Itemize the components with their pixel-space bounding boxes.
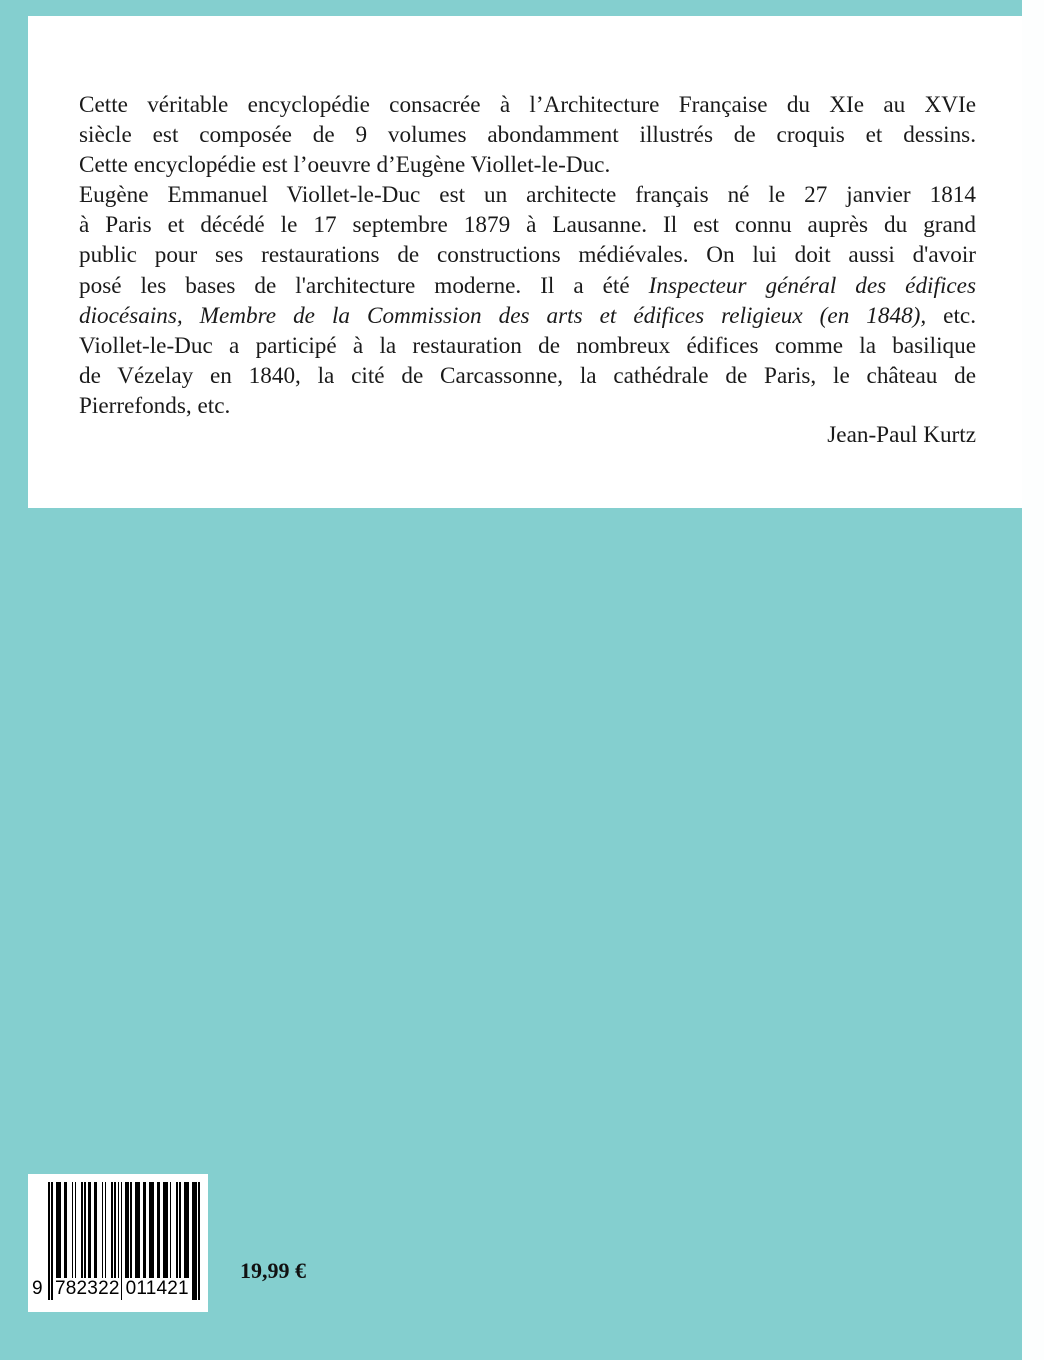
cover-blurb: [79, 90, 976, 421]
text: de Vézelay en 1840, la cité de Carcassonne, la cathédrale de Paris, le château de: [79, 362, 976, 389]
author-signature: Jean-Paul Kurtz: [827, 422, 976, 448]
barcode-group-2: 011421: [125, 1278, 189, 1299]
blurb-line: [79, 120, 976, 150]
blurb-line: [79, 391, 976, 421]
blurb-line: [79, 331, 976, 361]
text: Eugène Emmanuel Viollet-le-Duc est un architecte français né le 27 janvier 1814: [79, 182, 976, 209]
blurb-line: [79, 180, 976, 210]
price-label: 19,99 €: [240, 1258, 306, 1283]
isbn-barcode: [28, 1174, 208, 1312]
blurb-line: [79, 301, 976, 331]
text: Pierrefonds, etc.: [79, 392, 231, 419]
text: à Paris et décédé le 17 septembre 1879 à Lausanne. Il est connu auprès du grand: [79, 212, 976, 239]
text: public pour ses restaurations de constructions médiévales. On lui doit aussi d'avoir: [79, 242, 976, 269]
italic-text: Inspecteur général des édifices: [648, 272, 976, 299]
barcode-group-1: 782322: [55, 1278, 120, 1299]
blurb-line: [79, 210, 976, 240]
text: Cette encyclopédie est l’oeuvre d’Eugène Viollet-le-Duc.: [79, 152, 611, 179]
barcode-lead-digit: 9: [32, 1278, 43, 1299]
blurb-line: [79, 240, 976, 270]
text: etc.: [926, 302, 977, 329]
italic-text: diocésains, Membre de la Commission des arts et édifices religieux (en 1848),: [79, 302, 927, 329]
text: Viollet-le-Duc a participé à la restauration de nombreux édifices comme la basilique: [79, 332, 976, 359]
text: posé les bases de l'architecture moderne. Il a été: [79, 272, 649, 299]
blurb-line: [79, 361, 976, 391]
blurb-line: [79, 90, 976, 120]
page-edge: [1022, 0, 1044, 1360]
text: Cette véritable encyclopédie consacrée à l’Architecture Française du XIe au XVIe: [79, 92, 976, 118]
text: siècle est composée de 9 volumes abondamment illustrés de croquis et dessins.: [79, 122, 976, 149]
barcode-digits: [32, 1278, 204, 1300]
blurb-line: [79, 150, 976, 180]
blurb-line: [79, 271, 976, 301]
